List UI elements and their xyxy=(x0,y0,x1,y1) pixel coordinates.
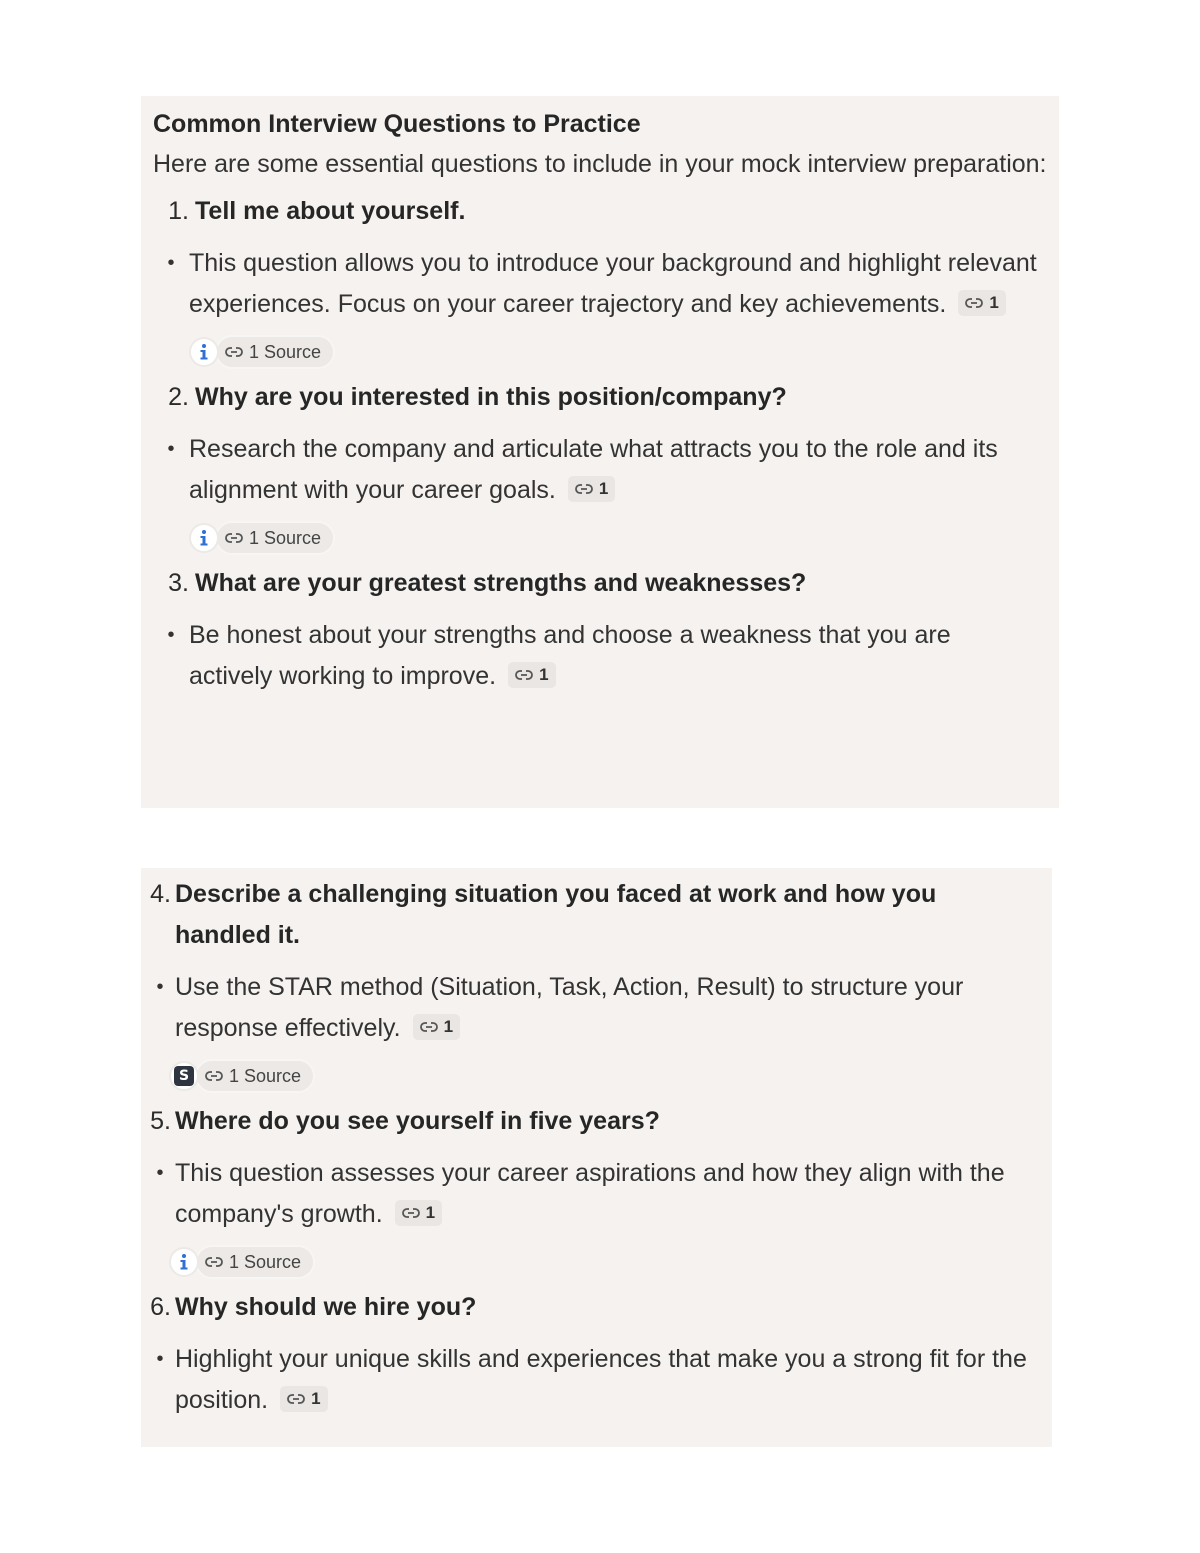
bullet-dot: • xyxy=(156,1348,164,1370)
link-icon xyxy=(965,297,983,309)
question-number: 3. xyxy=(168,569,189,597)
question-text: Where do you see yourself in five years? xyxy=(175,1107,660,1135)
citation-chip[interactable] xyxy=(508,662,555,688)
sources-row[interactable] xyxy=(189,521,1047,555)
sources-button[interactable] xyxy=(215,521,335,555)
citation-count: 1 xyxy=(598,479,609,498)
answer-bullet xyxy=(145,967,1052,1049)
link-icon xyxy=(515,669,533,681)
answer-text: This question allows you to introduce your background and highlight relevant experiences. Focus on your career trajectory and key achievements. xyxy=(189,249,1037,318)
citation-count: 1 xyxy=(311,1389,321,1408)
answer-panel-2 xyxy=(141,868,1052,1447)
sources-row[interactable] xyxy=(169,1059,1052,1093)
citation-chip[interactable] xyxy=(958,290,1005,316)
link-icon xyxy=(225,346,243,358)
question-text: Why are you interested in this position/company? xyxy=(195,383,787,411)
info-icon xyxy=(189,337,219,367)
sources-label: 1 Source xyxy=(249,341,322,362)
link-icon xyxy=(205,1256,223,1268)
question-text: Why should we hire you? xyxy=(175,1293,477,1321)
info-icon xyxy=(189,523,219,553)
question-item xyxy=(145,1101,1052,1142)
bullet-dot: • xyxy=(167,252,175,274)
citation-chip[interactable] xyxy=(568,476,615,502)
citation-chip[interactable] xyxy=(395,1200,442,1226)
question-number: 1. xyxy=(168,197,189,225)
question-item xyxy=(145,1287,1052,1328)
citation-count: 1 xyxy=(539,665,549,684)
question-text: Tell me about yourself. xyxy=(195,197,466,225)
citation-count: 1 xyxy=(443,1017,454,1036)
question-item xyxy=(153,191,1047,232)
citation-chip[interactable] xyxy=(413,1014,460,1040)
answer-text: Be honest about your strengths and choose a weakness that you are actively working to improve. xyxy=(189,621,951,690)
answer-text: Use the STAR method (Situation, Task, Action, Result) to structure your response effectively. xyxy=(175,973,964,1042)
sources-label: 1 Source xyxy=(229,1065,302,1086)
answer-bullet xyxy=(145,1339,1052,1421)
question-number: 2. xyxy=(168,383,189,411)
citation-count: 1 xyxy=(425,1203,436,1222)
answer-bullet xyxy=(153,615,1047,697)
answer-text: This question assesses your career aspirations and how they align with the company's growth. xyxy=(175,1159,1005,1228)
sources-label: 1 Source xyxy=(229,1251,302,1272)
s-logo-icon xyxy=(169,1061,199,1091)
question-text: What are your greatest strengths and weaknesses? xyxy=(195,569,807,597)
answer-text: Highlight your unique skills and experiences that make you a strong fit for the position. xyxy=(175,1345,1027,1414)
link-icon xyxy=(205,1070,223,1082)
bullet-dot: • xyxy=(156,1162,164,1184)
link-icon xyxy=(225,532,243,544)
info-icon xyxy=(169,1247,199,1277)
question-item xyxy=(145,874,1052,956)
sources-label: 1 Source xyxy=(249,527,322,548)
sources-button[interactable] xyxy=(215,335,335,369)
question-text: Describe a challenging situation you faced at work and how you handled it. xyxy=(175,880,937,949)
bullet-dot: • xyxy=(167,438,175,460)
citation-chip[interactable] xyxy=(280,1386,327,1412)
question-number: 6. xyxy=(150,1293,171,1321)
link-icon xyxy=(402,1207,420,1219)
question-number: 4. xyxy=(150,880,171,908)
sources-row[interactable] xyxy=(169,1245,1052,1279)
link-icon xyxy=(287,1393,305,1405)
question-number: 5. xyxy=(150,1107,171,1135)
bullet-dot: • xyxy=(156,976,164,998)
answer-bullet xyxy=(145,1153,1052,1235)
answer-bullet xyxy=(153,429,1047,511)
question-item xyxy=(153,377,1047,418)
bullet-dot: • xyxy=(167,624,175,646)
s-logo-letter: S xyxy=(174,1066,194,1086)
link-icon xyxy=(420,1021,438,1033)
answer-text: Research the company and articulate what attracts you to the role and its alignment with your career goals. xyxy=(189,435,998,504)
sources-row[interactable] xyxy=(189,335,1047,369)
link-icon xyxy=(575,483,593,495)
sources-button[interactable] xyxy=(195,1245,315,1279)
sources-button[interactable] xyxy=(195,1059,315,1093)
section-title: Common Interview Questions to Practice xyxy=(153,110,641,138)
question-item xyxy=(153,563,1047,604)
answer-panel-1 xyxy=(141,96,1059,808)
answer-bullet xyxy=(153,243,1047,325)
citation-count: 1 xyxy=(989,293,999,312)
section-intro: Here are some essential questions to include in your mock interview preparation: xyxy=(153,150,1047,178)
